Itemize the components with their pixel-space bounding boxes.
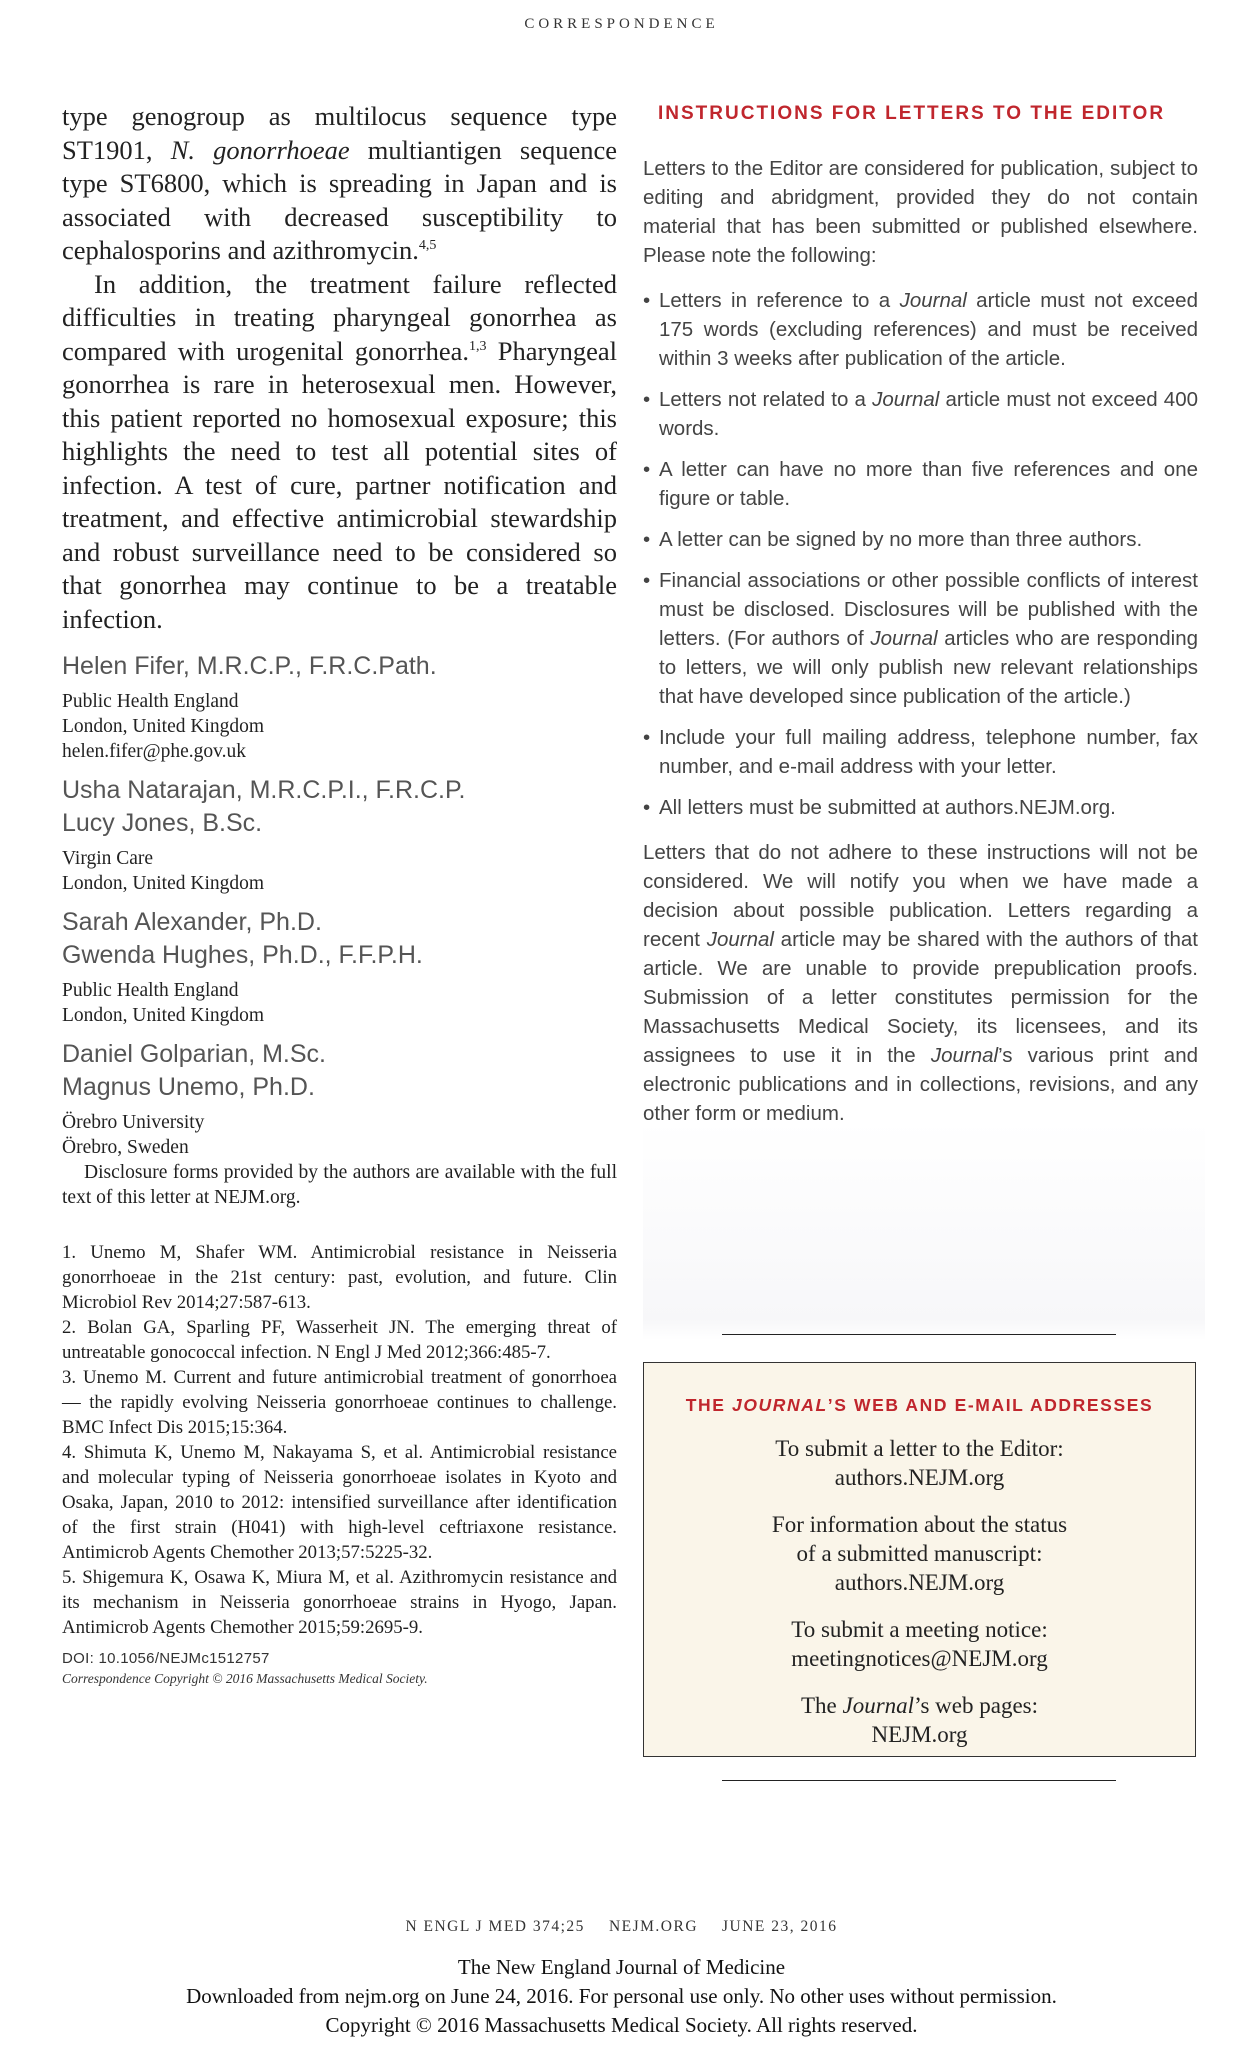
instructions-outro: [643, 838, 1198, 1128]
web-box-title: [644, 1395, 1195, 1416]
text: Journal: [930, 1044, 999, 1067]
affiliation: [62, 846, 617, 896]
text: JOURNAL: [731, 1395, 828, 1415]
watermark-line: Downloaded from nejm.org on June 24, 2016. For personal use only. No other uses without permission.: [186, 1984, 1057, 2008]
affiliation: [62, 689, 617, 764]
page-footer: [0, 1918, 1243, 1936]
instruction-item: [643, 286, 1198, 373]
text: A letter can be signed by no more than three authors.: [659, 528, 1143, 551]
link-authors[interactable]: authors.NEJM.org: [834, 1465, 1005, 1490]
affiliation-line: Virgin Care: [62, 848, 154, 869]
text: In addition, the treatment failure reflected difficulties in treating pharyngeal gonorrhea as compared with urogenital gonorrhea.: [62, 268, 617, 366]
author-name: Usha Natarajan, M.R.C.P.I., F.R.C.P.: [62, 776, 466, 804]
text: of a submitted manuscript:: [796, 1541, 1043, 1566]
link-authors[interactable]: authors.NEJM.org: [834, 1570, 1005, 1595]
reference-list: [62, 1240, 617, 1640]
link-meeting-email[interactable]: meetingnotices@NEJM.org: [791, 1646, 1048, 1671]
journal-site: NEJM.ORG: [608, 1918, 699, 1935]
reference-item: 5. Shigemura K, Osawa K, Miura M, et al. Azithromycin resistance and its mechanism in Neisseria gonorrhoeae strains in Hyogo, Japan. Antimicrob Agents Chemother 2015;59:2695-9.: [62, 1567, 617, 1638]
reference-item: 3. Unemo M. Current and future antimicrobial treatment of gonorrhoea — the rapidly evolving Neisseria gonorrhoeae continues to challenge. BMC Infect Dis 2015;15:364.: [62, 1367, 617, 1438]
reference-item: 2. Bolan GA, Sparling PF, Wasserheit JN. The emerging threat of untreatable gonococcal infection. N Engl J Med 2012;366:485-7.: [62, 1317, 617, 1363]
text: THE: [685, 1395, 732, 1415]
bullet-icon: •: [643, 289, 651, 312]
web-item-webpages: [644, 1691, 1195, 1749]
web-addresses-box: [643, 1362, 1196, 1757]
text: A letter can have no more than five references and one figure or table.: [659, 458, 1198, 510]
bullet-icon: •: [643, 796, 651, 819]
affiliation-line: Örebro University: [62, 1112, 205, 1133]
divider-bottom: [722, 1780, 1116, 1781]
disclosure-note: Disclosure forms provided by the authors are available with the full text of this letter at NEJM.org.: [62, 1162, 617, 1208]
text: [644, 1691, 1195, 1720]
issue-date: JUNE 23, 2016: [722, 1918, 838, 1935]
text: For information about the status: [771, 1512, 1068, 1537]
text: Journal: [706, 928, 774, 951]
link-nejm[interactable]: NEJM.org: [871, 1722, 968, 1747]
instruction-item: [643, 455, 1198, 513]
affiliation-line: Örebro, Sweden: [62, 1137, 189, 1158]
text: To submit a meeting notice:: [791, 1617, 1048, 1642]
instruction-item: [643, 793, 1198, 822]
author-group-4: [62, 1038, 617, 1160]
text: ’s various print and electronic publications and in collections, revisions, and any other form or medium.: [643, 1044, 1199, 1125]
reference-item: 4. Shimuta K, Unemo M, Nakayama S, et al. Antimicrobial resistance and molecular typing of Neisseria gonorrhoeae isolates in Kyoto and Osaka, Japan, 2010 to 2012: intensified surveillance after identification of the first strain (H041) with high-level ceftriaxone resistance. Antimicrob Agents Chemother 2013;57:5225-32.: [62, 1442, 617, 1563]
text: Journal: [842, 1693, 915, 1718]
citation-sup: 4,5: [418, 238, 437, 254]
text: To submit a letter to the Editor:: [775, 1436, 1064, 1461]
watermark-line: The New England Journal of Medicine: [457, 1955, 786, 1979]
text: Journal: [870, 627, 938, 650]
author-group-3: [62, 906, 617, 1028]
text: ’S WEB AND E-MAIL ADDRESSES: [827, 1395, 1154, 1415]
instruction-item: [643, 385, 1198, 443]
web-item-letter: [644, 1434, 1195, 1492]
citation-sup: 1,3: [468, 338, 487, 354]
author-name: Lucy Jones, B.Sc.: [62, 809, 263, 837]
text: article must not exceed 400 words.: [659, 388, 1198, 440]
species-name: N. gonorrhoeae: [170, 134, 350, 165]
instructions-body: [643, 154, 1198, 1144]
bullet-icon: •: [643, 388, 651, 411]
text: Letters in reference to a: [659, 289, 900, 312]
correspondence-copyright: Correspondence Copyright © 2016 Massachusetts Medical Society.: [62, 1671, 428, 1686]
text: articles who are responding to letters, we will only publish new relevant relationships that have developed since publication of the article.): [659, 627, 1198, 708]
author-group-1: [62, 650, 617, 764]
text: All letters must be submitted at authors.NEJM.org.: [659, 796, 1116, 819]
text: Financial associations or other possible conflicts of interest must be disclosed. Disclosures will be published with the letters. (For authors of: [659, 569, 1198, 650]
affiliation-line: London, United Kingdom: [62, 716, 265, 737]
author-name: Magnus Unemo, Ph.D.: [62, 1073, 315, 1101]
text: type genogroup as multilocus sequence type ST1901,: [62, 101, 617, 165]
affiliation: [62, 978, 617, 1028]
doi[interactable]: DOI: 10.1056/NEJMc1512757: [62, 1650, 270, 1667]
text: article must not exceed 175 words (excluding references) and must be received within 3 weeks after publication of the article.: [659, 289, 1198, 370]
divider-top: [722, 1334, 1116, 1335]
instruction-item: [643, 723, 1198, 781]
author-name: Sarah Alexander, Ph.D.: [62, 908, 322, 936]
bullet-icon: •: [643, 569, 651, 592]
affiliation-line: Public Health England: [62, 980, 239, 1001]
instruction-item: [643, 525, 1198, 554]
body-paragraph-1: [62, 100, 617, 268]
instructions-title: INSTRUCTIONS FOR LETTERS TO THE EDITOR: [658, 103, 1166, 124]
running-head: CORRESPONDENCE: [524, 16, 719, 32]
text: Journal: [872, 388, 940, 411]
body-paragraph-2: [62, 268, 617, 637]
bullet-icon: •: [643, 726, 651, 749]
text: ’s web pages:: [914, 1693, 1038, 1718]
affiliation-line: London, United Kingdom: [62, 873, 265, 894]
text: article may be shared with the authors of that article. We are unable to provide prepublication proofs. Submission of a letter constitutes permission for the Massachusetts Medical Society, its licensees, and its assignees to use it in the: [643, 928, 1198, 1067]
text: Letters not related to a: [659, 388, 873, 411]
bullet-icon: •: [643, 528, 651, 551]
bullet-icon: •: [643, 458, 651, 481]
affiliation-line: London, United Kingdom: [62, 1005, 265, 1026]
text: Letters that do not adhere to these instructions will not be considered. We will notify you when we have made a decision about possible publication. Letters regarding a recent: [643, 841, 1198, 951]
watermark-line: Copyright © 2016 Massachusetts Medical Society. All rights reserved.: [325, 2013, 918, 2037]
affiliation-line: Public Health England: [62, 691, 239, 712]
text: Journal: [899, 289, 967, 312]
instructions-list: [643, 286, 1198, 822]
left-column: [62, 100, 617, 1687]
author-name: Daniel Golparian, M.Sc.: [62, 1040, 327, 1068]
web-item-status: [644, 1510, 1195, 1597]
text: Pharyngeal gonorrhea is rare in heterosexual men. However, this patient reported no homosexual exposure; this highlights the need to test all potential sites of infection. A test of cure, partner notification and treatment, and effective antimicrobial stewardship and robust surveillance need to be considered so that gonorrhea may continue to be a treatable infection.: [62, 335, 617, 634]
author-email: helen.fifer@phe.gov.uk: [62, 741, 247, 762]
journal-citation: N ENGL J MED 374;25: [405, 1918, 585, 1935]
author-name: Helen Fifer, M.R.C.P., F.R.C.Path.: [62, 652, 437, 680]
download-watermark: [0, 1953, 1243, 2040]
text: The: [801, 1693, 843, 1718]
text: multiantigen sequence type ST6800, which is spreading in Japan and is associated with decreased susceptibility to cephalosporins and azithromycin.: [62, 134, 617, 265]
author-group-2: [62, 774, 617, 896]
instruction-item: [643, 566, 1198, 711]
web-item-meeting: [644, 1615, 1195, 1673]
author-name: Gwenda Hughes, Ph.D., F.F.P.H.: [62, 941, 423, 969]
text: Include your full mailing address, telephone number, fax number, and e-mail address with your letter.: [659, 726, 1198, 778]
instructions-intro: Letters to the Editor are considered for publication, subject to editing and abridgment, provided they do not contain material that has been submitted or published elsewhere. Please note the following:: [643, 157, 1198, 267]
reference-item: 1. Unemo M, Shafer WM. Antimicrobial resistance in Neisseria gonorrhoeae in the 21st century: past, evolution, and future. Clin Microbiol Rev 2014;27:587-613.: [62, 1242, 617, 1313]
affiliation: [62, 1110, 617, 1160]
